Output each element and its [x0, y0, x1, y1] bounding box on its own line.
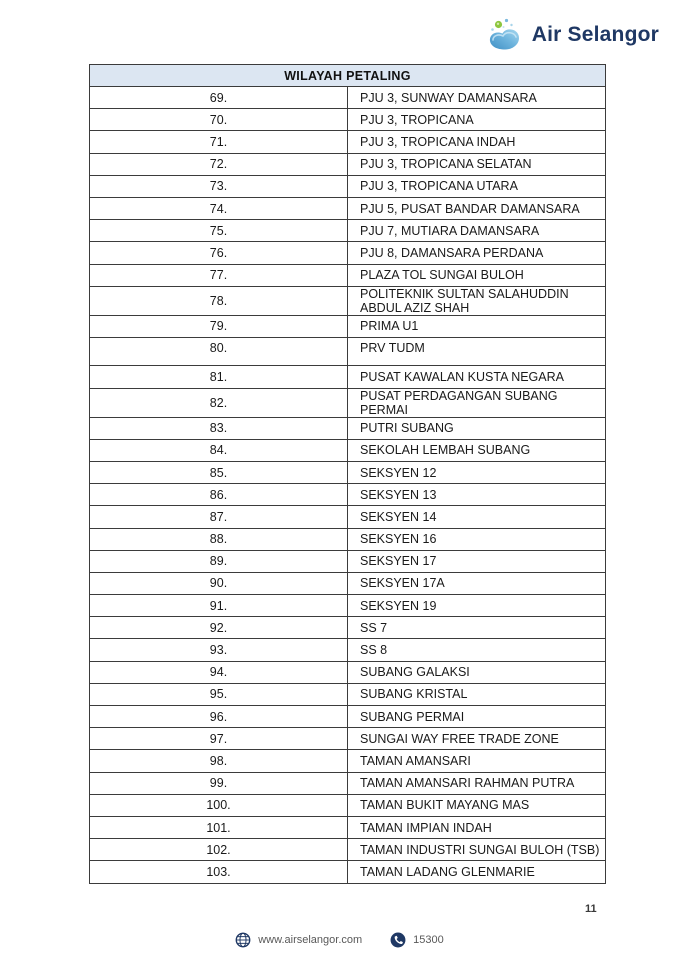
- row-number: 91.: [90, 595, 348, 617]
- phone-icon: [390, 932, 406, 948]
- wilayah-petaling-table: [89, 64, 606, 884]
- table-row: [90, 366, 606, 388]
- table-row: [90, 242, 606, 264]
- row-number: 101.: [90, 816, 348, 838]
- row-name: SEKSYEN 17A: [348, 572, 606, 594]
- row-number: 93.: [90, 639, 348, 661]
- website-group: [235, 932, 362, 948]
- row-number: 70.: [90, 109, 348, 131]
- table-row: [90, 595, 606, 617]
- table-row: [90, 617, 606, 639]
- table-title: WILAYAH PETALING: [90, 65, 606, 87]
- table-row: [90, 175, 606, 197]
- row-name: PJU 3, TROPICANA: [348, 109, 606, 131]
- row-number: 69.: [90, 87, 348, 109]
- row-name: TAMAN IMPIAN INDAH: [348, 816, 606, 838]
- row-name: TAMAN INDUSTRI SUNGAI BULOH (TSB): [348, 839, 606, 861]
- row-name: SEKSYEN 16: [348, 528, 606, 550]
- row-number: 84.: [90, 439, 348, 461]
- row-name: PJU 3, TROPICANA SELATAN: [348, 153, 606, 175]
- table-row: [90, 794, 606, 816]
- row-number: 71.: [90, 131, 348, 153]
- row-name: TAMAN BUKIT MAYANG MAS: [348, 794, 606, 816]
- row-name: SEKSYEN 13: [348, 484, 606, 506]
- row-name: SS 7: [348, 617, 606, 639]
- row-number: 85.: [90, 461, 348, 483]
- table-row: [90, 750, 606, 772]
- row-number: 95.: [90, 683, 348, 705]
- row-name: SUBANG KRISTAL: [348, 683, 606, 705]
- table-row: [90, 461, 606, 483]
- row-number: 79.: [90, 315, 348, 337]
- table-row: [90, 683, 606, 705]
- row-number: 98.: [90, 750, 348, 772]
- row-number: 89.: [90, 550, 348, 572]
- table-row: [90, 839, 606, 861]
- row-name: PUSAT PERDAGANGAN SUBANG PERMAI: [348, 388, 606, 417]
- row-number: 97.: [90, 728, 348, 750]
- table-row: [90, 506, 606, 528]
- row-name: PRV TUDM: [348, 337, 606, 366]
- row-name: PUSAT KAWALAN KUSTA NEGARA: [348, 366, 606, 388]
- row-name: SEKSYEN 14: [348, 506, 606, 528]
- row-name: SS 8: [348, 639, 606, 661]
- row-name: SUBANG PERMAI: [348, 706, 606, 728]
- page-number: 11: [585, 903, 597, 915]
- table-row: [90, 264, 606, 286]
- table-row: [90, 772, 606, 794]
- phone-text: 15300: [413, 934, 444, 946]
- air-selangor-logo: [485, 16, 659, 54]
- table-row: [90, 197, 606, 219]
- row-name: PJU 3, TROPICANA INDAH: [348, 131, 606, 153]
- row-number: 72.: [90, 153, 348, 175]
- table-row: [90, 153, 606, 175]
- table-row: [90, 417, 606, 439]
- row-number: 83.: [90, 417, 348, 439]
- row-name: SEKSYEN 17: [348, 550, 606, 572]
- table-row: [90, 87, 606, 109]
- row-number: 92.: [90, 617, 348, 639]
- row-name: SUNGAI WAY FREE TRADE ZONE: [348, 728, 606, 750]
- phone-group: [390, 932, 444, 948]
- table-row: [90, 315, 606, 337]
- row-number: 75.: [90, 220, 348, 242]
- row-name: SEKSYEN 12: [348, 461, 606, 483]
- table-row: [90, 528, 606, 550]
- row-name: PRIMA U1: [348, 315, 606, 337]
- row-number: 74.: [90, 197, 348, 219]
- globe-icon: [235, 932, 251, 948]
- row-number: 81.: [90, 366, 348, 388]
- table-body: [90, 87, 606, 884]
- table-row: [90, 572, 606, 594]
- row-name: PJU 3, SUNWAY DAMANSARA: [348, 87, 606, 109]
- table-row: [90, 220, 606, 242]
- row-name: PUTRI SUBANG: [348, 417, 606, 439]
- table-row: [90, 484, 606, 506]
- row-name: TAMAN AMANSARI RAHMAN PUTRA: [348, 772, 606, 794]
- row-number: 82.: [90, 388, 348, 417]
- row-name: PJU 5, PUSAT BANDAR DAMANSARA: [348, 197, 606, 219]
- row-number: 94.: [90, 661, 348, 683]
- row-number: 96.: [90, 706, 348, 728]
- row-name: SUBANG GALAKSI: [348, 661, 606, 683]
- table-row: [90, 728, 606, 750]
- table-row: [90, 388, 606, 417]
- website-text: www.airselangor.com: [258, 934, 363, 946]
- row-number: 78.: [90, 286, 348, 315]
- table-row: [90, 661, 606, 683]
- row-name: TAMAN LADANG GLENMARIE: [348, 861, 606, 883]
- row-name: SEKOLAH LEMBAH SUBANG: [348, 439, 606, 461]
- table-row: [90, 109, 606, 131]
- row-number: 87.: [90, 506, 348, 528]
- row-number: 76.: [90, 242, 348, 264]
- row-number: 90.: [90, 572, 348, 594]
- row-number: 73.: [90, 175, 348, 197]
- page-footer: [0, 932, 679, 948]
- row-number: 103.: [90, 861, 348, 883]
- row-number: 77.: [90, 264, 348, 286]
- row-name: POLITEKNIK SULTAN SALAHUDDIN ABDUL AZIZ SHAH: [348, 286, 606, 315]
- table-row: [90, 337, 606, 366]
- row-name: PLAZA TOL SUNGAI BULOH: [348, 264, 606, 286]
- table-row: [90, 131, 606, 153]
- table-row: [90, 861, 606, 883]
- table-row: [90, 439, 606, 461]
- table-row: [90, 550, 606, 572]
- row-number: 102.: [90, 839, 348, 861]
- row-name: SEKSYEN 19: [348, 595, 606, 617]
- row-number: 88.: [90, 528, 348, 550]
- table-row: [90, 706, 606, 728]
- brand-name: Air Selangor: [531, 23, 659, 46]
- row-name: PJU 3, TROPICANA UTARA: [348, 175, 606, 197]
- row-name: PJU 7, MUTIARA DAMANSARA: [348, 220, 606, 242]
- table-row: [90, 286, 606, 315]
- row-name: PJU 8, DAMANSARA PERDANA: [348, 242, 606, 264]
- row-number: 86.: [90, 484, 348, 506]
- water-drop-icon: [485, 16, 525, 54]
- table-row: [90, 639, 606, 661]
- row-name: TAMAN AMANSARI: [348, 750, 606, 772]
- table-row: [90, 816, 606, 838]
- row-number: 100.: [90, 794, 348, 816]
- row-number: 80.: [90, 337, 348, 366]
- row-number: 99.: [90, 772, 348, 794]
